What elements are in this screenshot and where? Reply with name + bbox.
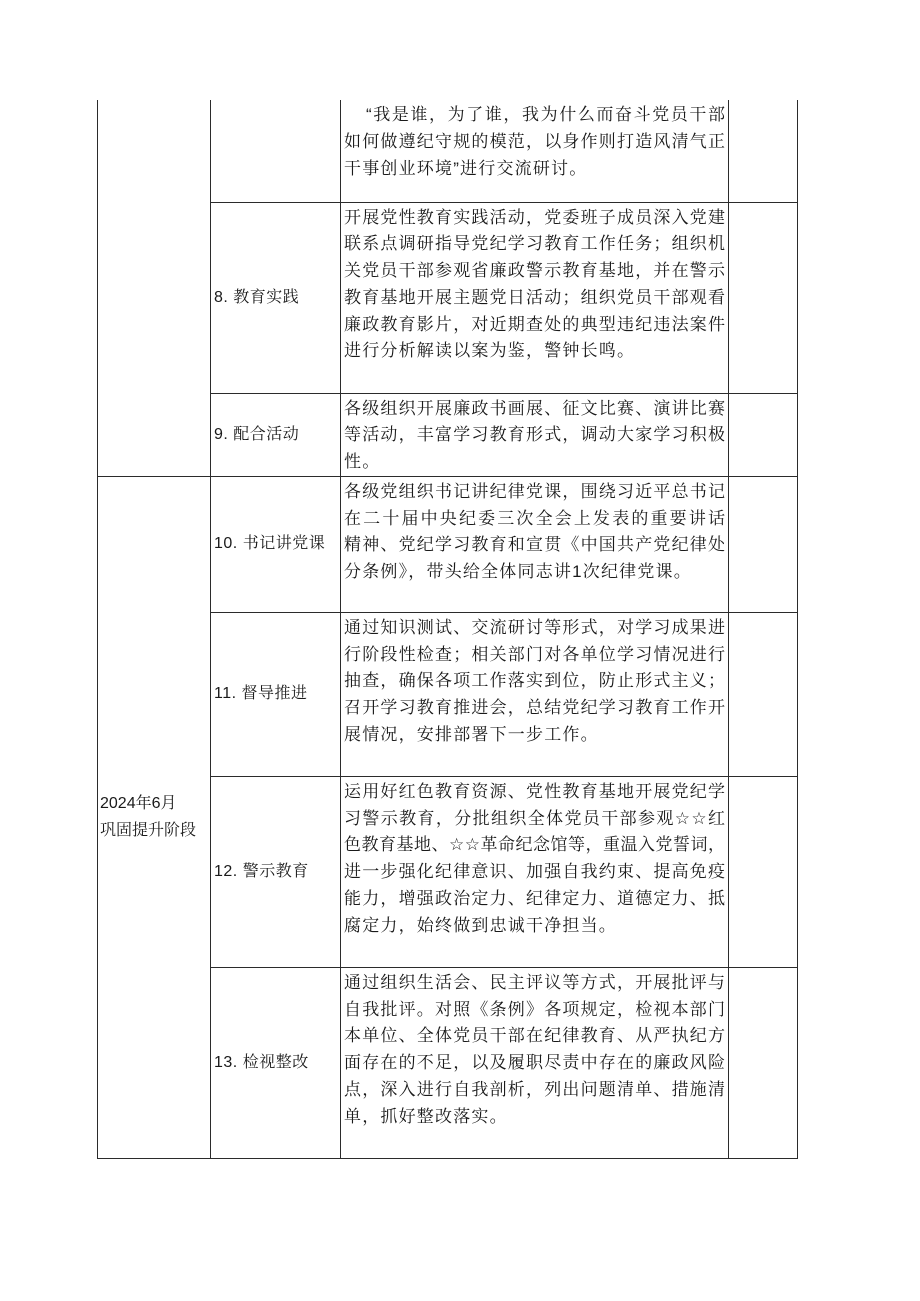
- content-line: 习警示教育，分批组织全体党员干部参观☆☆红: [344, 808, 725, 828]
- notes-cell: [729, 202, 798, 393]
- stage-date: 2024年6月: [100, 795, 177, 813]
- notes-cell: [729, 100, 798, 202]
- item-label-cell: [211, 100, 341, 202]
- content-line: 干事创业环境”进行交流研讨。: [344, 158, 588, 178]
- content-line: 联系点调研指导党纪学习教育工作任务；组织机: [344, 234, 725, 254]
- content-line: 点，深入进行自我剖析，列出问题清单、措施清: [344, 1080, 725, 1100]
- content-line: 运用好红色教育资源、党性教育基地开展党纪学: [344, 781, 725, 801]
- stage-name: 巩固提升阶段: [100, 822, 197, 840]
- table-row: [98, 476, 798, 612]
- content-line: 开展党性教育实践活动，党委班子成员深入党建: [344, 207, 725, 227]
- notes-cell: [729, 776, 798, 967]
- content-cell: [341, 393, 729, 476]
- content-cell: [341, 967, 729, 1158]
- notes-cell: [729, 393, 798, 476]
- content-cell: [341, 476, 729, 612]
- content-line: 廉政教育影片，对近期查处的典型违纪违法案件: [344, 314, 725, 334]
- item-label: 12. 警示教育: [211, 776, 341, 967]
- item-label: 8. 教育实践: [211, 202, 341, 393]
- content-cell: [341, 202, 729, 393]
- content-line: 在二十届中央纪委三次全会上发表的重要讲话: [344, 508, 725, 528]
- item-label: 9. 配合活动: [211, 393, 341, 476]
- content-line: 召开学习教育推进会，总结党纪学习教育工作开: [344, 698, 725, 718]
- content-line: 抽查，确保各项工作落实到位，防止形式主义；: [344, 671, 725, 691]
- content-line: 各级组织开展廉政书画展、征文比赛、演讲比赛: [344, 398, 725, 418]
- content-line: 精神、党纪学习教育和宣贯《中国共产党纪律处: [344, 535, 725, 555]
- notes-cell: [729, 612, 798, 776]
- content-line: 色教育基地、☆☆革命纪念馆等，重温入党誓词，: [344, 835, 725, 855]
- content-cell: [341, 776, 729, 967]
- content-line: 通过组织生活会、民主评议等方式，开展批评与: [344, 972, 725, 992]
- content-line: 进一步强化纪律意识、加强自我约束、提高免疫: [344, 862, 725, 882]
- content-line: 教育基地开展主题党日活动；组织党员干部观看: [344, 287, 725, 307]
- content-line: 腐定力，始终做到忠诚干净担当。: [344, 915, 617, 935]
- content-line: 能力，增强政治定力、纪律定力、道德定力、抵: [344, 889, 725, 909]
- content-line: 关党员干部参观省廉政警示教育基地，并在警示: [344, 261, 725, 281]
- content-line: 分条例》，带头给全体同志讲1次纪律党课。: [344, 562, 692, 582]
- content-line: 如何做遵纪守规的模范，以身作则打造风清气正: [344, 131, 725, 151]
- schedule-table: [97, 100, 798, 1159]
- notes-cell: [729, 967, 798, 1158]
- content-line: 展情况，安排部署下一步工作。: [344, 725, 599, 745]
- item-label: 11. 督导推进: [211, 612, 341, 776]
- table-row: [98, 100, 798, 202]
- notes-cell: [729, 476, 798, 612]
- content-line: 各级党组织书记讲纪律党课，围绕习近平总书记: [344, 481, 725, 501]
- content-line: 面存在的不足，以及履职尽责中存在的廉政风险: [344, 1053, 725, 1073]
- content-cell: [341, 612, 729, 776]
- stage-cell: [98, 100, 211, 476]
- content-line: 行阶段性检查；相关部门对各单位学习情况进行: [344, 644, 725, 664]
- content-line: 自我批评。对照《条例》各项规定，检视本部门: [344, 999, 725, 1019]
- stage-cell: [98, 476, 211, 1158]
- content-line: 进行分析解读以案为鉴，警钟长鸣。: [344, 341, 636, 361]
- content-line: “我是谁，为了谁，我为什么而奋斗党员干部: [366, 105, 725, 124]
- content-line: 性。: [344, 452, 381, 472]
- item-label: 10. 书记讲党课: [211, 476, 341, 612]
- content-line: 通过知识测试、交流研讨等形式，对学习成果进: [344, 617, 725, 637]
- content-cell: [341, 100, 729, 202]
- item-label: 13. 检视整改: [211, 967, 341, 1158]
- content-line: 单，抓好整改落实。: [344, 1106, 508, 1126]
- content-line: 本单位、全体党员干部在纪律教育、从严执纪方: [344, 1026, 725, 1046]
- content-line: 等活动，丰富学习教育形式，调动大家学习积极: [344, 425, 725, 445]
